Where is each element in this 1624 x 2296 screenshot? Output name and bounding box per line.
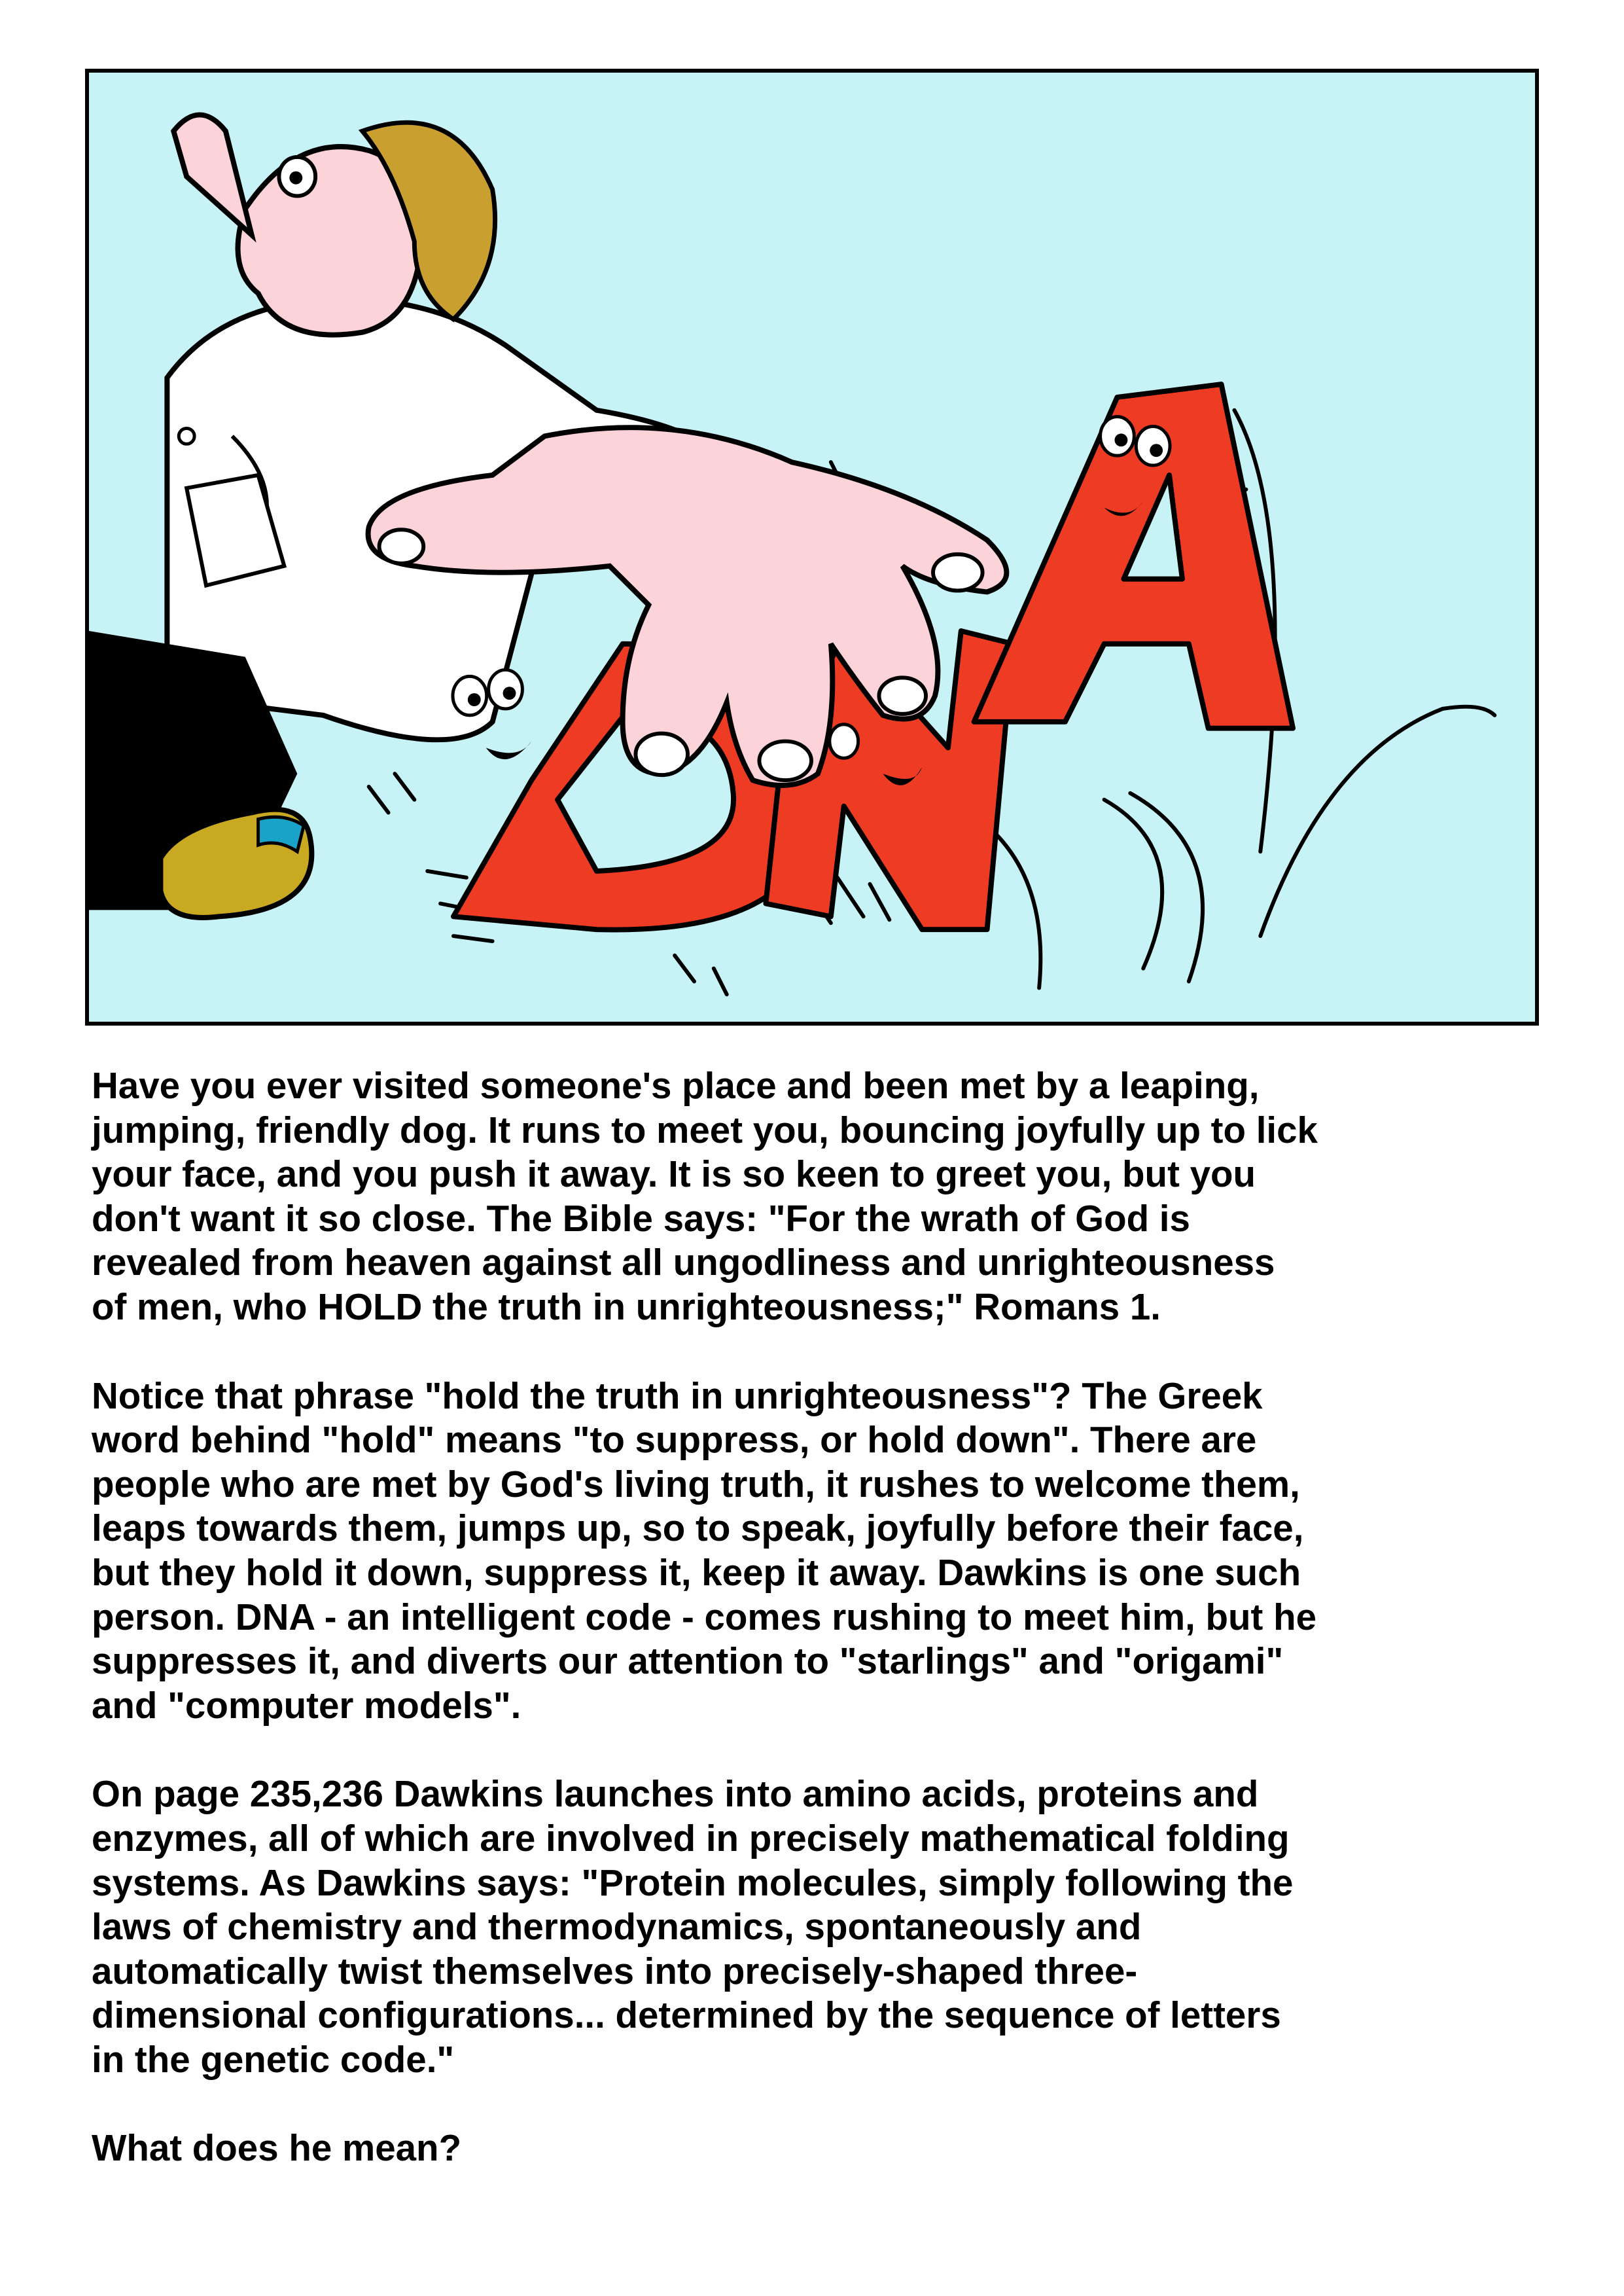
nose [173,115,251,234]
text-line: laws of chemistry and thermodynamics, spontaneously and [92,1906,1142,1948]
text-line: word behind "hold" means "to suppress, or hold down". There are [92,1419,1257,1461]
text-line: suppresses it, and diverts our attention to "starlings" and "origami" [92,1640,1284,1682]
text-line: Have you ever visited someone's place and been met by a leaping, [92,1065,1260,1106]
text-line: of men, who HOLD the truth in unrighteousness;" Romans 1. [92,1285,1161,1327]
text-line: dimensional configurations... determined by the sequence of letters [92,1994,1281,2036]
text-line: On page 235,236 Dawkins launches into amino acids, proteins and [92,1773,1259,1815]
coat-button [179,429,194,444]
text-line: Notice that phrase "hold the truth in unrighteousness"? The Greek [92,1374,1263,1416]
text-line: person. DNA - an intelligent code - comes rushing to meet him, but he [92,1596,1317,1638]
text-line: automatically twist themselves into precisely-shaped three- [92,1950,1138,1992]
paragraph [92,1374,1544,1728]
paragraph [92,1064,1544,1329]
text-line: but they hold it down, suppress it, keep it away. Dawkins is one such [92,1551,1301,1593]
paragraph [92,2126,1544,2170]
cartoon-illustration [85,69,1539,1026]
text-line: enzymes, all of which are involved in precisely mathematical folding [92,1817,1290,1859]
text-line: revealed from heaven against all ungodliness and unrighteousness [92,1242,1275,1283]
text-line: and "computer models". [92,1684,521,1726]
text-line: systems. As Dawkins says: "Protein molecules, simply following the [92,1861,1294,1903]
paragraph [92,1772,1544,2081]
text-line: your face, and you push it away. It is so keen to greet you, but you [92,1153,1256,1195]
cartoon-scene [89,73,1535,1022]
text-line: What does he mean? [92,2127,462,2169]
text-line: don't want it so close. The Bible says: "For the wrath of God is [92,1197,1190,1239]
text-line: in the genetic code." [92,2038,455,2080]
text-line: people who are met by God's living truth, it rushes to welcome them, [92,1463,1300,1505]
text-line: leaps towards them, jumps up, so to speak, joyfully before their face, [92,1507,1304,1549]
body-text [92,1064,1544,2215]
text-line: jumping, friendly dog. It runs to meet you, bouncing joyfully up to lick [92,1109,1318,1151]
